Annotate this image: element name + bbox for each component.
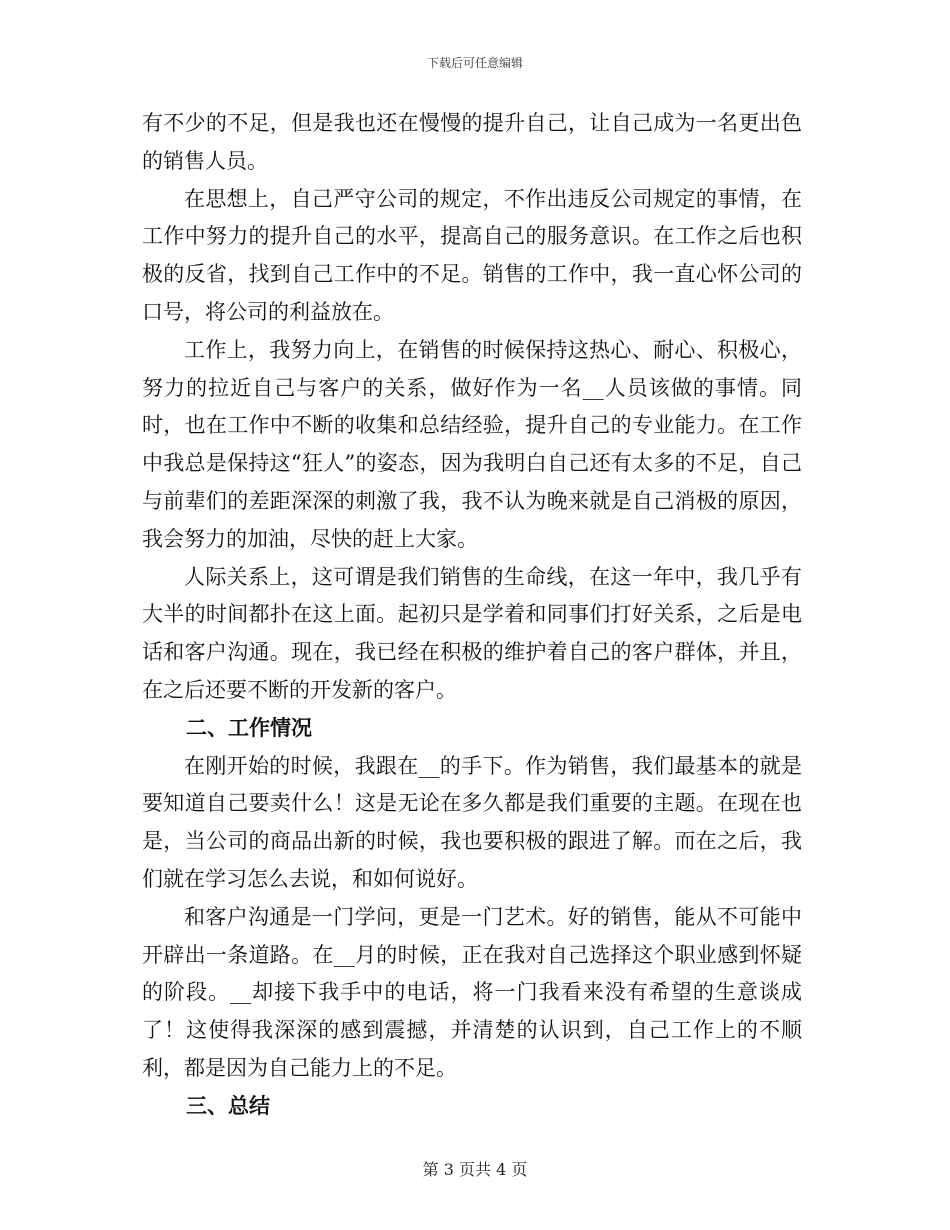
page-footer: 第 3 页共 4 页 bbox=[422, 1160, 528, 1179]
page-header: 下载后可任意编辑 bbox=[426, 56, 523, 70]
document-body bbox=[142, 105, 802, 1126]
section-heading-summary: 三、总结 bbox=[186, 1093, 270, 1118]
paragraph-5: 在刚开始的时候，我跟在__的手下。作为销售，我们最基本的就是要知道自己要卖什么！这是无论在多久都是我们重要的主题。在现在也是，当公司的商品出新的时候，我也要积极的跟进了解。而在之后，我们就在学习怎么去说，和如何说好。 bbox=[142, 753, 802, 891]
section-heading-work: 二、工作情况 bbox=[186, 715, 312, 740]
paragraph-1: 有不少的不足，但是我也还在慢慢的提升自己，让自己成为一名更出色的销售人员。 bbox=[142, 111, 802, 173]
paragraph-6: 和客户沟通是一门学问，更是一门艺术。好的销售，能从不可能中开辟出一条道路。在__月的时候，正在我对自己选择这个职业感到怀疑的阶段。__却接下我手中的电话，将一门我看来没有希望的生意谈成了！这使得我深深的感到震撼，并清楚的认识到，自己工作上的不顺利，都是因为自己能力上的不足。 bbox=[142, 904, 802, 1080]
paragraph-3: 工作上，我努力向上，在销售的时候保持这热心、耐心、积极心，努力的拉近自己与客户的关系，做好作为一名__人员该做的事情。同时，也在工作中不断的收集和总结经验，提升自己的专业能力。在工作中我总是保持这“狂人”的姿态，因为我明白自己还有太多的不足，自己与前辈们的差距深深的刺激了我，我不认为晚来就是自己消极的原因，我会努力的加油，尽快的赶上大家。 bbox=[142, 337, 802, 551]
paragraph-4: 人际关系上，这可谓是我们销售的生命线，在这一年中，我几乎有大半的时间都扑在这上面。起初只是学着和同事们打好关系，之后是电话和客户沟通。现在，我已经在积极的维护着自己的客户群体，并且，在之后还要不断的开发新的客户。 bbox=[142, 564, 802, 702]
paragraph-2: 在思想上，自己严守公司的规定，不作出违反公司规定的事情，在工作中努力的提升自己的水平，提高自己的服务意识。在工作之后也积极的反省，找到自己工作中的不足。销售的工作中，我一直心怀公司的口号，将公司的利益放在。 bbox=[142, 186, 802, 324]
